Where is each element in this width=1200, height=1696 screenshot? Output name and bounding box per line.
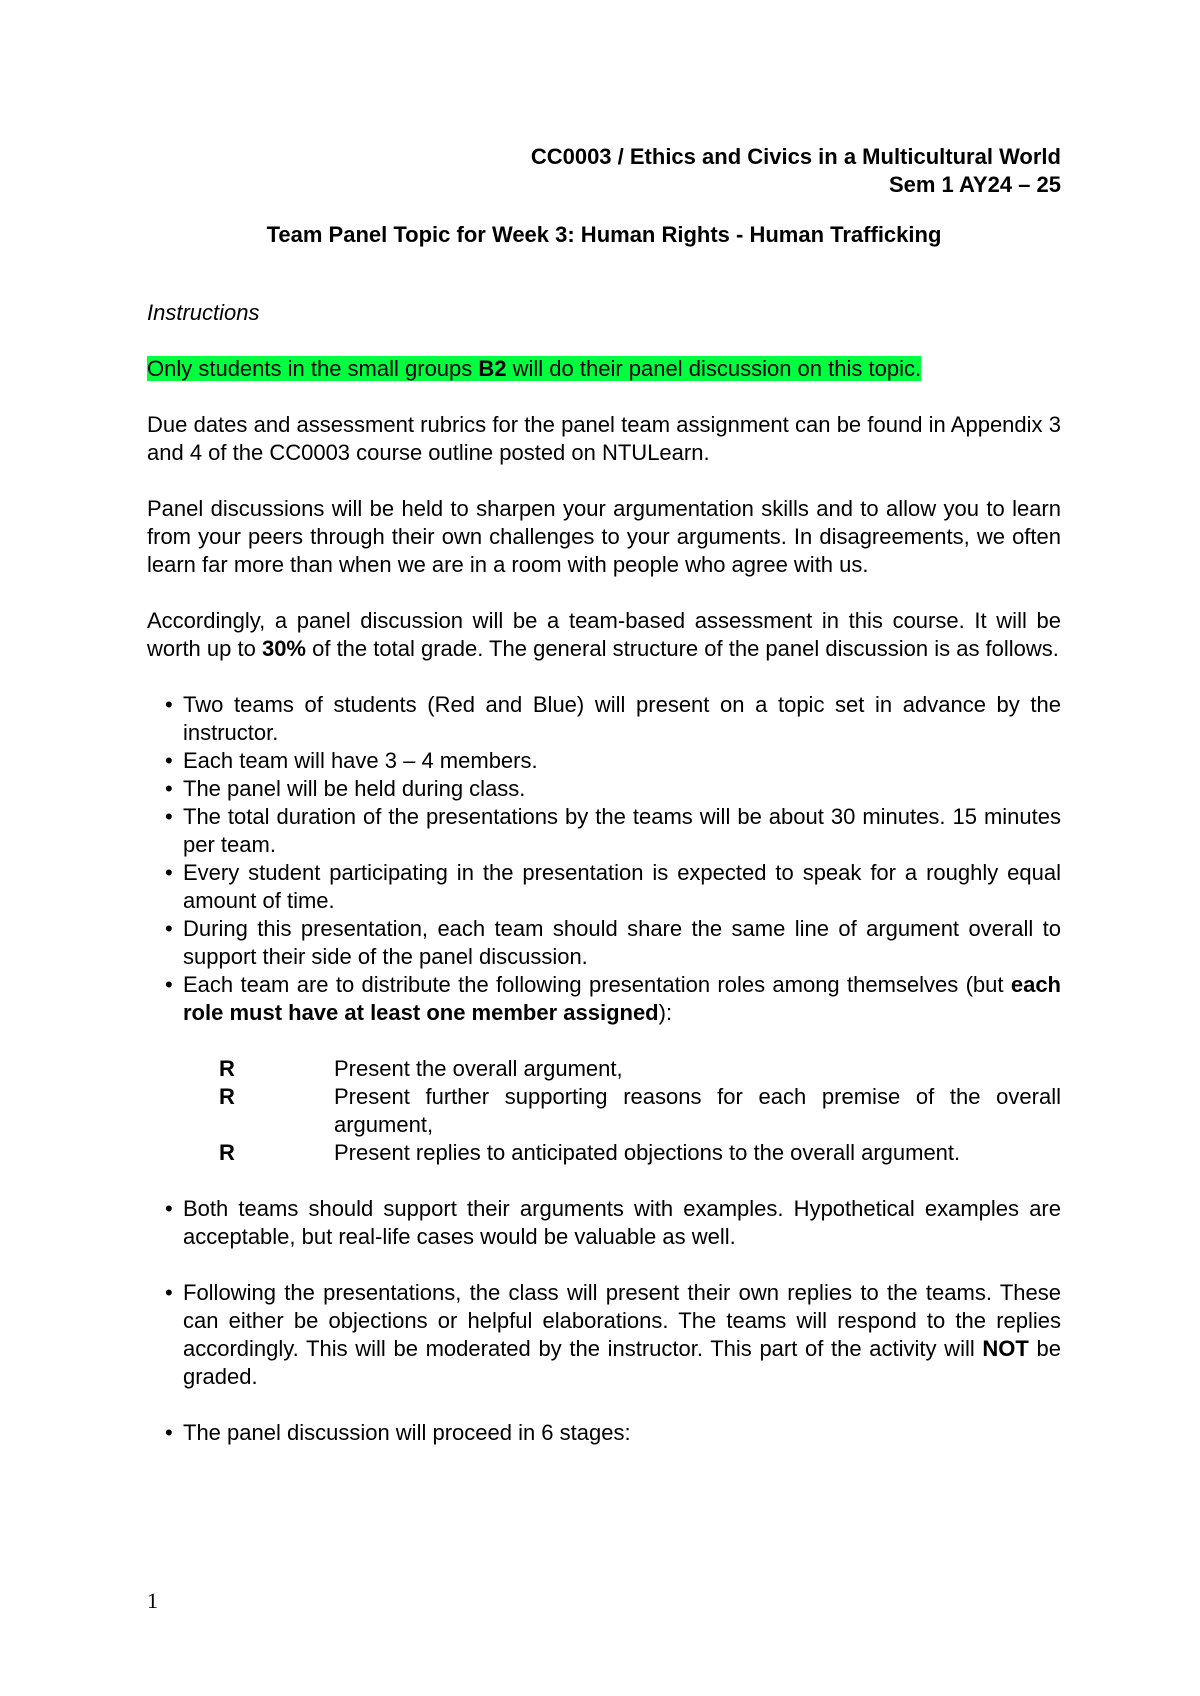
panel-purpose-paragraph: Panel discussions will be held to sharpen your argumentation skills and to allow you to learn from your peers through their own challenges to your arguments. In disagreements, we often learn far more than when we are in a room with people who agree with us.	[147, 496, 1061, 577]
bullet-glyph: •	[165, 972, 173, 997]
highlight-group: B2	[478, 356, 507, 381]
assessment-weight: 30%	[261, 636, 306, 661]
list-item	[147, 1195, 1061, 1251]
list-item-text: Every student participating in the presentation is expected to speak for a roughly equal amount of time.	[183, 860, 1061, 913]
role-row	[219, 1139, 1061, 1167]
list-item-text: Each team will have 3 – 4 members.	[183, 748, 538, 773]
bullet-glyph: •	[165, 1280, 173, 1305]
following-text-after: be graded.	[183, 1336, 1061, 1389]
list-item	[147, 1279, 1061, 1391]
bullet-glyph: •	[165, 860, 173, 885]
bullet-glyph: •	[165, 776, 173, 801]
highlight-after: will do their panel discussion on this topic.	[506, 356, 922, 381]
role-marker: R	[219, 1056, 235, 1081]
instructions-heading: Instructions	[147, 300, 260, 325]
role-description: Present the overall argument,	[334, 1056, 623, 1081]
list-item-text: Both teams should support their arguments with examples. Hypothetical examples are acceptable, but real-life cases would be valuable as well.	[183, 1196, 1061, 1249]
list-item	[147, 915, 1061, 971]
list-item	[147, 691, 1061, 747]
list-item-text: Two teams of students (Red and Blue) will present on a topic set in advance by the instructor.	[183, 692, 1061, 745]
bullet-glyph: •	[165, 748, 173, 773]
roles-text-after: ):	[658, 1000, 673, 1025]
role-row	[219, 1055, 1061, 1083]
list-item-roles	[147, 971, 1061, 1027]
bullet-glyph: •	[165, 692, 173, 717]
bullet-glyph: •	[165, 804, 173, 829]
role-marker: R	[219, 1084, 235, 1109]
stages-list	[147, 1419, 1061, 1447]
structure-list	[147, 691, 1061, 1027]
bullet-glyph: •	[165, 916, 173, 941]
list-item	[147, 775, 1061, 803]
roles-table	[219, 1055, 1061, 1167]
examples-list	[147, 1195, 1061, 1251]
due-dates-paragraph: Due dates and assessment rubrics for the panel team assignment can be found in Appendix 3 and 4 of the CC0003 course outline posted on NTULearn.	[147, 412, 1061, 465]
roles-requirement: each role must have at least one member assigned	[183, 972, 1061, 1025]
list-item	[147, 747, 1061, 775]
bullet-glyph: •	[165, 1196, 173, 1221]
bullet-glyph: •	[165, 1420, 173, 1445]
roles-text-before: Each team are to distribute the following presentation roles among themselves (but	[183, 972, 1011, 997]
assessment-paragraph	[147, 607, 1061, 663]
list-item-text: During this presentation, each team should share the same line of argument overall to support their side of the panel discussion.	[183, 916, 1061, 969]
role-description: Present further supporting reasons for each premise of the overall argument,	[334, 1084, 1061, 1137]
highlight-before: Only students in the small groups	[147, 356, 479, 381]
list-item-text: The total duration of the presentations by the teams will be about 30 minutes. 15 minutes per team.	[183, 804, 1061, 857]
list-item	[147, 1419, 1061, 1447]
following-text-before: Following the presentations, the class will present their own replies to the teams. These can either be objections or helpful elaborations. The teams will respond to the replies accordingly. This will be moderated by the instructor. This part of the activity will	[183, 1280, 1061, 1361]
highlight-notice	[147, 355, 1061, 383]
assessment-text-after: of the total grade. The general structure of the panel discussion is as follows.	[306, 636, 1059, 661]
assessment-text-before: Accordingly, a panel discussion will be a team-based assessment in this course. It will be worth up to	[147, 608, 1061, 661]
list-item-text: The panel will be held during class.	[183, 776, 526, 801]
semester-label: Sem 1 AY24 – 25	[888, 172, 1061, 197]
page-number: 1	[147, 1588, 158, 1613]
role-row	[219, 1083, 1061, 1139]
role-description: Present replies to anticipated objections to the overall argument.	[334, 1140, 961, 1165]
document-body	[147, 143, 1061, 1447]
list-item	[147, 859, 1061, 915]
topic-title: Team Panel Topic for Week 3: Human Rights - Human Trafficking	[266, 222, 942, 247]
list-item-text: The panel discussion will proceed in 6 stages:	[183, 1420, 631, 1445]
not-graded-emphasis: NOT	[982, 1336, 1029, 1361]
list-item	[147, 803, 1061, 859]
role-marker: R	[219, 1140, 235, 1165]
following-list	[147, 1279, 1061, 1391]
course-title: CC0003 / Ethics and Civics in a Multicultural World	[530, 144, 1061, 169]
